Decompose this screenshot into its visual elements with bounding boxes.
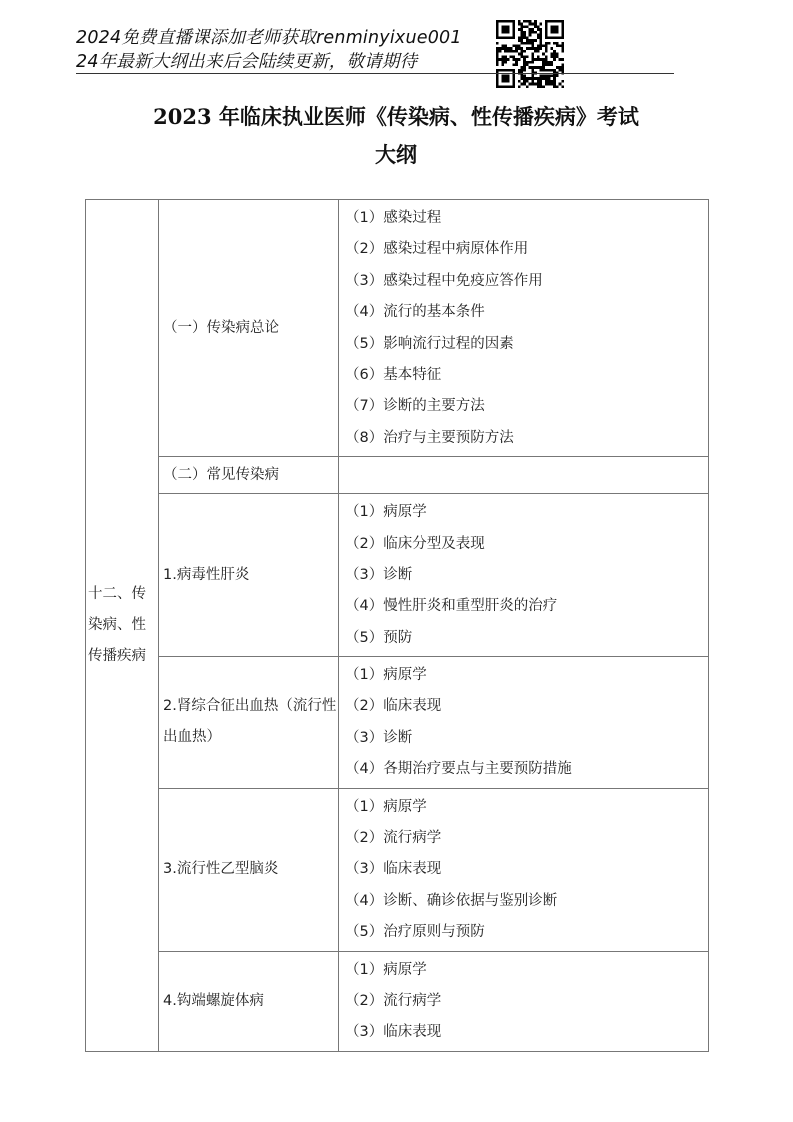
list-item: （2）感染过程中病原体作用 xyxy=(345,241,529,258)
header-banner xyxy=(76,20,676,76)
list-item: （4）各期治疗要点与主要预防措施 xyxy=(345,761,572,778)
items-cell xyxy=(339,200,709,457)
list-item: （2）流行病学 xyxy=(345,992,442,1009)
banner-promo-line: 2024免费直播课添加老师获取renminyixue001 xyxy=(76,28,462,48)
items-cell xyxy=(339,494,709,657)
items-cell xyxy=(339,657,709,789)
list-item: （4）慢性肝炎和重型肝炎的治疗 xyxy=(345,598,558,615)
header-divider xyxy=(76,73,674,74)
list-item: （1）病原学 xyxy=(345,504,427,521)
table-row xyxy=(86,494,709,657)
list-item: （5）预防 xyxy=(345,629,413,646)
list-item: （3）感染过程中免疫应答作用 xyxy=(345,272,543,289)
title-line-2: 大纲 xyxy=(375,142,417,167)
unit-cell: （二）常见传染病 xyxy=(159,457,339,494)
list-item: （6）基本特征 xyxy=(345,366,442,383)
unit-cell: 2.肾综合征出血热（流行性出血热） xyxy=(159,657,339,789)
unit-cell: （一）传染病总论 xyxy=(159,200,339,457)
qr-code-icon xyxy=(496,20,564,88)
list-item: （7）诊断的主要方法 xyxy=(345,398,485,415)
list-item: （1）病原学 xyxy=(345,667,427,684)
list-item: （2）流行病学 xyxy=(345,830,442,847)
syllabus-table xyxy=(85,199,709,1052)
list-item: （5）治疗原则与预防 xyxy=(345,924,485,941)
list-item: （4）流行的基本条件 xyxy=(345,304,485,321)
list-item: （3）临床表现 xyxy=(345,1024,442,1041)
unit-cell: 3.流行性乙型脑炎 xyxy=(159,788,339,951)
list-item: （3）诊断 xyxy=(345,729,413,746)
list-item: （5）影响流行过程的因素 xyxy=(345,335,514,352)
list-item: （1）病原学 xyxy=(345,961,427,978)
list-item: （8）治疗与主要预防方法 xyxy=(345,429,514,446)
chapter-cell: 十二、传染病、性传播疾病 xyxy=(86,200,159,1052)
table-row xyxy=(86,457,709,494)
table-row xyxy=(86,200,709,457)
table-row xyxy=(86,657,709,789)
items-cell xyxy=(339,457,709,494)
list-item: （1）病原学 xyxy=(345,798,427,815)
list-item: （3）临床表现 xyxy=(345,861,442,878)
list-item: （1）感染过程 xyxy=(345,210,442,226)
items-cell xyxy=(339,951,709,1051)
items-cell xyxy=(339,788,709,951)
table-row xyxy=(86,951,709,1051)
banner-update-line: 24年最新大纲出来后会陆续更新，敬请期待 xyxy=(76,52,418,72)
table-row xyxy=(86,788,709,951)
list-item: （2）临床分型及表现 xyxy=(345,535,485,552)
title-line-1: 2023 年临床执业医师《传染病、性传播疾病》考试 xyxy=(153,104,639,129)
list-item: （3）诊断 xyxy=(345,566,413,583)
list-item: （4）诊断、确诊依据与鉴别诊断 xyxy=(345,892,558,909)
document-title xyxy=(86,98,706,174)
list-item: （2）临床表现 xyxy=(345,698,442,715)
unit-cell: 4.钩端螺旋体病 xyxy=(159,951,339,1051)
unit-cell: 1.病毒性肝炎 xyxy=(159,494,339,657)
